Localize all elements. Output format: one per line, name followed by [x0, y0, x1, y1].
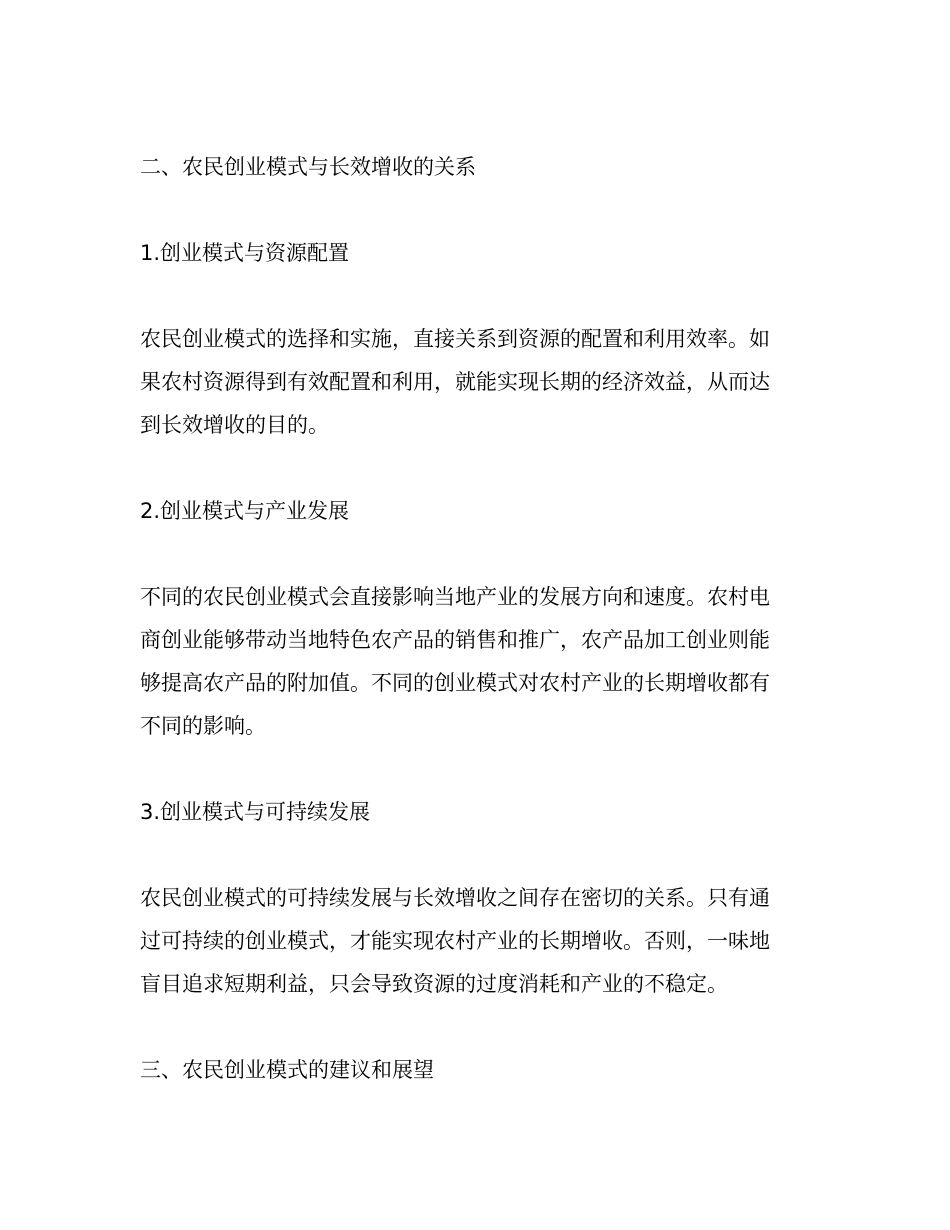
body-paragraph: [140, 318, 795, 447]
text-line: 2.创业模式与产业发展: [140, 499, 350, 523]
text-line: 到长效增收的目的。: [140, 413, 329, 437]
text-line: 农民创业模式的可持续发展与长效增收之间存在密切的关系。只有通: [140, 886, 770, 910]
text-line: 盲目追求短期利益，只会导致资源的过度消耗和产业的不稳定。: [140, 972, 728, 996]
text-line: 二、农民创业模式与长效增收的关系: [140, 155, 476, 179]
text-line: 果农村资源得到有效配置和利用，就能实现长期的经济效益，从而达: [140, 370, 770, 394]
text-line: 不同的农民创业模式会直接影响当地产业的发展方向和速度。农村电: [140, 585, 770, 609]
paragraph-spacer: [140, 275, 795, 318]
section-heading: [140, 490, 795, 533]
text-line: 够提高农产品的附加值。不同的创业模式对农村产业的长期增收都有: [140, 671, 770, 695]
paragraph-spacer: [140, 1006, 795, 1049]
text-line: 三、农民创业模式的建议和展望: [140, 1058, 434, 1082]
section-heading: [140, 232, 795, 275]
paragraph-spacer: [140, 748, 795, 791]
text-line: 过可持续的创业模式，才能实现农村产业的长期增收。否则，一味地: [140, 929, 770, 953]
document-body: [140, 146, 795, 1092]
section-heading: [140, 1049, 795, 1092]
paragraph-spacer: [140, 533, 795, 576]
section-heading: [140, 146, 795, 189]
paragraph-spacer: [140, 447, 795, 490]
section-heading: [140, 791, 795, 834]
paragraph-spacer: [140, 189, 795, 232]
text-line: 不同的影响。: [140, 714, 266, 738]
text-line: 商创业能够带动当地特色农产品的销售和推广，农产品加工创业则能: [140, 628, 770, 652]
paragraph-spacer: [140, 834, 795, 877]
text-line: 农民创业模式的选择和实施，直接关系到资源的配置和利用效率。如: [140, 327, 770, 351]
text-line: 1.创业模式与资源配置: [140, 241, 350, 265]
body-paragraph: [140, 576, 795, 748]
body-paragraph: [140, 877, 795, 1006]
text-line: 3.创业模式与可持续发展: [140, 800, 371, 824]
